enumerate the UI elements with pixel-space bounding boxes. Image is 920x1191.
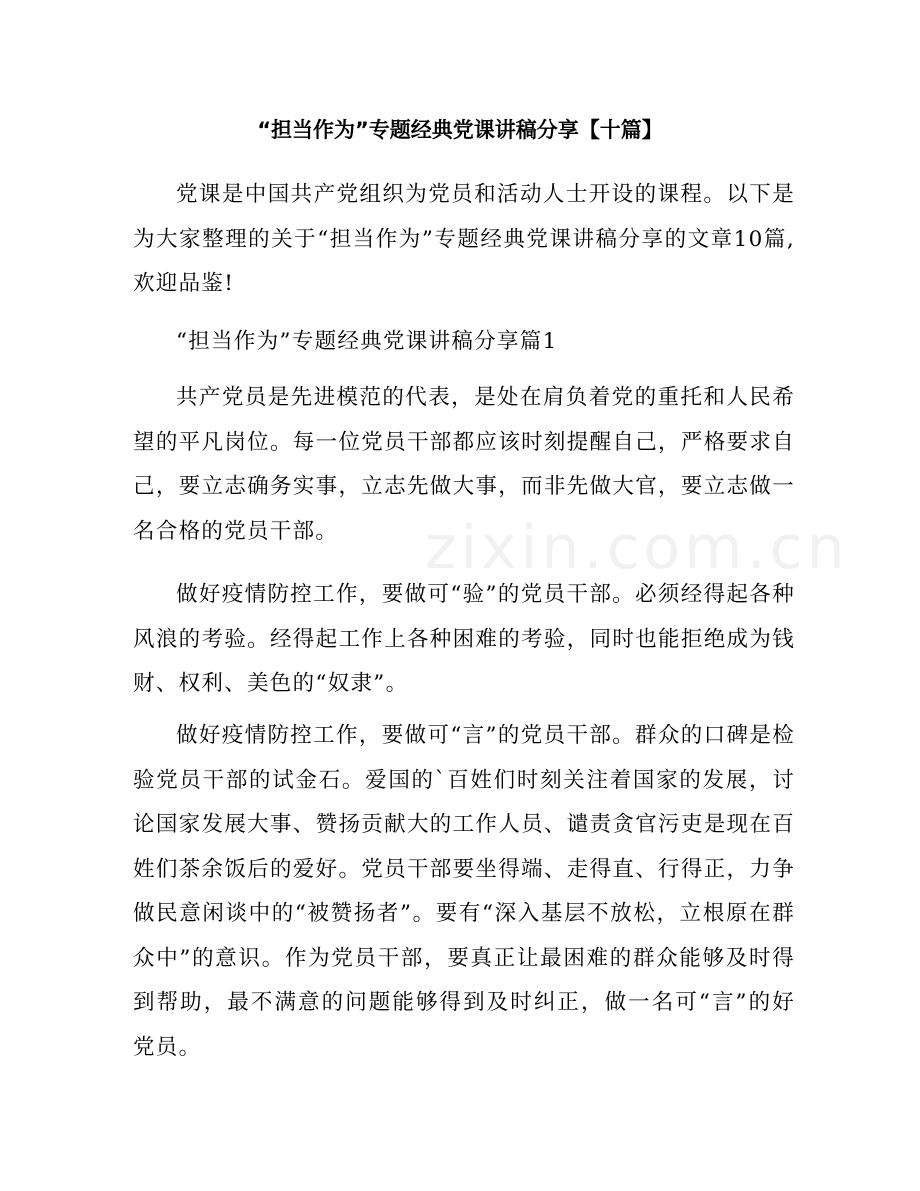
- body-paragraph: 做好疫情防控工作，要做可“验”的党员干部。必须经得起各种风浪的考验。经得起工作上各种困难的考验，同时也能拒绝成为钱财、权利、美色的“奴隶”。: [133, 582, 795, 696]
- document-title: “担当作为”专题经典党课讲稿分享【十篇】: [257, 118, 663, 142]
- section-heading: “担当作为”专题经典党课讲稿分享篇1: [176, 329, 558, 354]
- watermark: zixin.com.cn: [425, 513, 849, 583]
- body-paragraph: 做好疫情防控工作，要做可“言”的党员干部。群众的口碑是检验党员干部的试金石。爱国的`百姓们时刻关注着国家的发展，讨论国家发展大事、赞扬贡献大的工作人员、谴责贪官污吏是现在百姓们茶余饭后的爱好。党员干部要坐得端、走得直、行得正，力争做民意闲谈中的“被赞扬者”。要有“深入基层不放松，立根原在群众中”的意识。作为党员干部，要真正让最困难的群众能够及时得到帮助，最不满意的问题能够得到及时纠正，做一名可“言”的好党员。: [133, 723, 795, 1060]
- body-paragraph: 共产党员是先进模范的代表，是处在肩负着党的重托和人民希望的平凡岗位。每一位党员干部都应该时刻提醒自己，严格要求自己，要立志确务实事，立志先做大事，而非先做大官，要立志做一名合格的党员干部。: [133, 385, 795, 544]
- intro-paragraph: 党课是中国共产党组织为党员和活动人士开设的课程。以下是为大家整理的关于“担当作为”专题经典党课讲稿分享的文章10篇,欢迎品鉴!: [133, 182, 795, 296]
